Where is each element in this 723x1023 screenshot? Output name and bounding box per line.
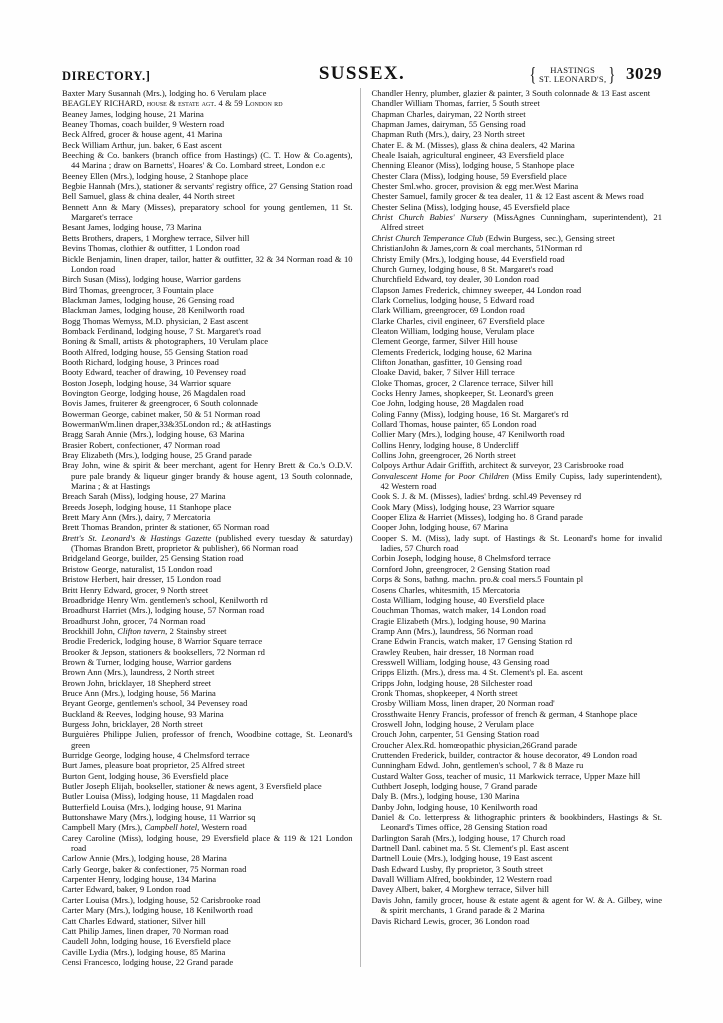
directory-entry: Cloke Thomas, grocer, 2 Clarence terrace, Silver hill xyxy=(371,377,554,388)
directory-entry xyxy=(62,98,353,108)
directory-entry: Burgess John, bricklayer, 28 North street xyxy=(62,718,203,729)
directory-entry: Dartnell Louie (Mrs.), lodging house, 19 East ascent xyxy=(371,853,553,864)
directory-entry: Catt Philip James, linen draper, 70 Norman road xyxy=(62,925,229,936)
columns-container xyxy=(62,88,662,967)
directory-entry: Coling Fanny (Miss), lodging house, 16 St. Margaret's rd xyxy=(371,408,569,419)
directory-entry: Brodie Frederick, lodging house, 8 Warrior Square terrace xyxy=(62,636,263,647)
directory-entry: Cragie Elizabeth (Mrs.), lodging house, 90 Marina xyxy=(371,615,546,626)
directory-entry: Cleaton William, lodging house, Verulam place xyxy=(371,325,535,336)
directory-entry: Christ Church Temperance Club (Edwin Burgess, sec.), Gensing street xyxy=(371,232,615,243)
directory-entry: Beck William Arthur, jun. baker, 6 East ascent xyxy=(62,139,222,150)
directory-entry: Butler Louisa (Miss), lodging house, 11 Magdalen road xyxy=(62,791,254,802)
directory-entry: Broadbridge Henry Wm. gentlemen's school, Kenilworth rd xyxy=(62,594,268,605)
entry-name-smallcaps: BEAGLEY RICHARD, house & estate agt. 4 & 59 London rd xyxy=(62,98,283,109)
directory-entry: Clark Cornelius, lodging house, 5 Edward road xyxy=(371,294,535,305)
directory-entry: Collins Henry, lodging house, 8 Undercliff xyxy=(371,439,519,450)
directory-entry: Betts Brothers, drapers, 1 Morghew terrace, Silver hill xyxy=(62,232,250,243)
directory-entry: Clark William, greengrocer, 69 London road xyxy=(371,305,525,316)
directory-entry: Bird Thomas, greengrocer, 3 Fountain place xyxy=(62,284,214,295)
directory-entry: Collier Mary (Mrs.), lodging house, 47 Kenilworth road xyxy=(371,429,565,440)
directory-entry: Brett Mary Ann (Mrs.), dairy, 7 Mercatoria xyxy=(62,512,211,523)
directory-entry: Brockhill John, Clifton tavern, 2 Stainsby street xyxy=(62,625,227,636)
directory-entry: Carter Louisa (Mrs.), lodging house, 52 Carisbrooke road xyxy=(62,894,261,905)
directory-entry: Bryant George, gentlemen's school, 34 Pevensey road xyxy=(62,698,248,709)
directory-entry: Carlow Annie (Mrs.), lodging house, 28 Marina xyxy=(62,853,227,864)
entry-title-italic: Brett's St. Leonard's & Hastings Gazette xyxy=(62,532,212,543)
directory-entry: Carter Edward, baker, 9 London road xyxy=(62,884,191,895)
directory-entry: Caudell John, lodging house, 16 Eversfield place xyxy=(62,936,231,947)
directory-entry: Carpenter Henry, lodging house, 134 Marina xyxy=(62,874,217,885)
directory-entry: Chester Selina (Miss), lodging house, 45 Eversfield place xyxy=(371,201,570,212)
page-number: 3029 xyxy=(626,64,662,83)
directory-entry: Cresswell William, lodging house, 43 Gensing road xyxy=(371,656,550,667)
directory-entry: Burguières Philippe Julien, professor of french, Woodbine cottage, St. Leonard's green xyxy=(62,729,353,750)
directory-entry: Chenning Eleanor (Miss), lodging house, 5 Stanhope place xyxy=(371,160,575,171)
directory-entry: Croswell John, lodging house, 2 Verulam place xyxy=(371,718,534,729)
directory-entry: Brasier Robert, confectioner, 47 Norman road xyxy=(62,439,221,450)
entry-title-italic: Christ Church Temperance Club xyxy=(371,232,484,243)
directory-entry: Chester Sml.who. grocer, provision & egg mer.West Marina xyxy=(371,181,579,192)
directory-entry: Brown Ann (Mrs.), laundress, 2 North street xyxy=(62,667,215,678)
directory-entry: Buckland & Reeves, lodging house, 93 Marina xyxy=(62,708,224,719)
directory-entry: Cocks Henry James, shopkeeper, St. Leonard's green xyxy=(371,387,554,398)
directory-entry: Crouch John, carpenter, 51 Gensing Station road xyxy=(371,729,539,740)
directory-entry: Birch Susan (Miss), lodging house, Warrior gardens xyxy=(62,274,241,285)
directory-entry: Butterfield Louisa (Mrs.), lodging house, 91 Marina xyxy=(62,801,242,812)
directory-entry: Clement George, farmer, Silver Hill house xyxy=(371,336,518,347)
directory-entry: Davis Richard Lewis, grocer, 36 London road xyxy=(371,915,530,926)
directory-entry: Bennett Ann & Mary (Misses), preparatory school for young gentlemen, 11 St. Margaret's terrace xyxy=(62,201,353,223)
directory-entry: Burridge George, lodging house, 4 Chelmsford terrace xyxy=(62,750,250,760)
directory-entry: Breeds Joseph, lodging house, 11 Stanhope place xyxy=(62,501,232,512)
directory-entry: Clarke Charles, civil engineer, 67 Eversfield place xyxy=(371,315,545,326)
directory-entry: Booty Edward, teacher of drawing, 10 Pevensey road xyxy=(62,367,246,378)
directory-entry: Britt Henry Edward, grocer, 9 North street xyxy=(62,584,209,595)
directory-entry: Bovington George, lodging house, 26 Magdalen road xyxy=(62,387,246,398)
directory-entry: Carter Mary (Mrs.), lodging house, 18 Kenilworth road xyxy=(62,905,253,916)
directory-entry: Chapman James, dairyman, 55 Gensing road xyxy=(371,119,526,130)
directory-entry: Cheale Isaiah, agricultural engineer, 43 Eversfield place xyxy=(371,150,565,161)
directory-entry: Bray Elizabeth (Mrs.), lodging house, 25 Grand parade xyxy=(62,450,252,461)
directory-entry: Bevins Thomas, clothier & outfitter, 1 London road xyxy=(62,243,240,254)
directory-entry: Convalescent Home for Poor Children (Miss Emily Cupiss, lady superintendent), 42 Western road xyxy=(371,470,662,492)
directory-entry: Blackman James, lodging house, 26 Gensing road xyxy=(62,294,235,305)
directory-entry: Booth Alfred, lodging house, 55 Gensing Station road xyxy=(62,346,248,357)
directory-entry: Collard Thomas, house painter, 65 London road xyxy=(371,419,537,429)
directory-entry: Couchman Thomas, watch maker, 14 London road xyxy=(371,605,546,616)
directory-entry: Clapson James Frederick, chimney sweeper, 44 London road xyxy=(371,284,582,295)
directory-entry: Burton Gent, lodging house, 36 Eversfield place xyxy=(62,770,229,781)
directory-entry: Croucher Alex.Rd. homœopathic physician,26Grand parade xyxy=(371,739,578,750)
directory-entry: Butler Joseph Elijah, bookseller, stationer & news agent, 3 Eversfield place xyxy=(62,781,322,792)
directory-entry: Clements Frederick, lodging house, 62 Marina xyxy=(371,346,532,357)
directory-entry: Cornford John, greengrocer, 2 Gensing Station road xyxy=(371,563,550,574)
directory-entry: Chester Clara (Miss), lodging house, 59 Eversfield place xyxy=(371,170,567,181)
entry-title-italic: Campbell hotel xyxy=(144,822,198,833)
directory-entry: Bogg Thomas Wemyss, M.D. physician, 2 East ascent xyxy=(62,315,249,326)
directory-entry: Church Gurney, lodging house, 8 St. Margaret's road xyxy=(371,263,554,274)
directory-entry: Churchfield Edward, toy dealer, 30 London road xyxy=(371,274,539,285)
directory-entry: Bomback Ferdinand, lodging house, 7 St. Margaret's road xyxy=(62,325,261,336)
directory-entry: Chandler Henry, plumber, glazier & painter, 3 South colonnade & 13 East ascent xyxy=(371,88,651,98)
directory-entry: Chandler William Thomas, farrier, 5 South street xyxy=(371,98,540,109)
directory-entry: Chater E. & M. (Misses), glass & china dealers, 42 Marina xyxy=(371,139,575,150)
directory-entry: Beck Alfred, grocer & house agent, 41 Marina xyxy=(62,129,223,140)
directory-entry: Davey Albert, baker, 4 Morghew terrace, Silver hill xyxy=(371,884,549,895)
directory-entry: Chester Samuel, family grocer & tea dealer, 11 & 12 East ascent & Mews road xyxy=(371,191,644,202)
left-column xyxy=(62,88,361,967)
directory-entry: Cooper Eliza & Harriet (Misses), lodging ho. 8 Grand parade xyxy=(371,512,583,523)
entry-title-italic: Convalescent Home for Poor Children xyxy=(371,470,509,481)
directory-entry: Cook S. J. & M. (Misses), ladies' brdng. schl.49 Pevensey rd xyxy=(371,491,582,502)
directory-entry: Broadhurst John, grocer, 74 Norman road xyxy=(62,615,206,626)
running-head-county: SUSSEX. xyxy=(318,63,406,84)
directory-entry: Davis John, family grocer, house & estate agent & agent for W. & A. Gilbey, wine & spirit merchants, 1 Grand parade & 2 Marina xyxy=(371,894,662,916)
directory-entry: Colpoys Arthur Adair Griffith, architect & surveyor, 23 Carisbrooke road xyxy=(371,460,624,471)
directory-entry: Corbin Joseph, lodging house, 8 Chelmsford terrace xyxy=(371,553,551,564)
directory-entry: Crane Edwin Francis, watch maker, 17 Gensing Station rd xyxy=(371,636,573,647)
brace-right-icon: } xyxy=(608,63,616,86)
directory-entry: Cruttenden Frederick, builder, contractor & house decorator, 49 London road xyxy=(371,750,638,760)
directory-entry: Blackman James, lodging house, 28 Kenilworth road xyxy=(62,305,245,316)
directory-entry: Boning & Small, artists & photographers, 10 Verulam place xyxy=(62,336,269,347)
directory-entry: Coe John, lodging house, 28 Magdalen road xyxy=(371,398,524,409)
directory-entry: Costa William, lodging house, 40 Eversfield place xyxy=(371,594,545,605)
directory-entry: Christy Emily (Mrs.), lodging house, 44 Eversfield road xyxy=(371,253,565,264)
directory-entry: Bell Samuel, glass & china dealer, 44 North street xyxy=(62,191,235,202)
directory-entry: Crosby William Moss, linen draper, 20 Norman road' xyxy=(371,698,555,709)
directory-entry: Bowerman George, cabinet maker, 50 & 51 Norman road xyxy=(62,408,261,419)
directory-entry: Cosens Charles, whitesmith, 15 Mercatoria xyxy=(371,584,520,595)
directory-entry: Beeching & Co. bankers (branch office from Hastings) (C. T. How & Co.agents), 44 Marina ; draw on Barnetts', Hoares' & Co. Lombard street, London e.c xyxy=(62,150,353,171)
directory-entry: Carey Caroline (Miss), lodging house, 29 Eversfield place & 119 & 121 London road xyxy=(62,832,353,854)
directory-entry: Caville Lydia (Mrs.), lodging house, 85 Marina xyxy=(62,946,226,957)
directory-entry: Chapman Ruth (Mrs.), dairy, 23 North street xyxy=(371,129,525,140)
directory-entry: Collins John, greengrocer, 26 North street xyxy=(371,450,516,461)
entry-title-italic: Clifton tavern xyxy=(117,625,166,636)
directory-entry: Campbell Mary (Mrs.), Campbell hotel, Western road xyxy=(62,822,247,833)
directory-entry: Cloake David, baker, 7 Silver Hill terrace xyxy=(371,367,515,378)
directory-entry: Bruce Ann (Mrs.), lodging house, 56 Marina xyxy=(62,687,216,698)
directory-entry: Cooper John, lodging house, 67 Marina xyxy=(371,522,509,533)
directory-entry: Carly George, baker & confectioner, 75 Norman road xyxy=(62,863,247,874)
directory-entry: Crawley Reuben, hair dresser, 18 Norman road xyxy=(371,646,534,657)
directory-entry: Booth Richard, lodging house, 3 Princes road xyxy=(62,356,219,367)
directory-entry: Baxter Mary Susannah (Mrs.), lodging ho. 6 Verulam place xyxy=(62,88,267,98)
directory-entry: Boston Joseph, lodging house, 34 Warrior square xyxy=(62,377,231,388)
directory-entry: ChristianJohn & James,corn & coal merchants, 51Norman rd xyxy=(371,243,583,254)
directory-entry: Brett Thomas Brandon, printer & stationer, 65 Norman road xyxy=(62,522,270,533)
directory-entry: Bridgeland George, builder, 25 Gensing Station road xyxy=(62,553,244,564)
directory-entry: Brown John, bricklayer, 18 Shepherd street xyxy=(62,677,212,688)
directory-entry: Darlington Sarah (Mrs.), lodging house, 17 Church road xyxy=(371,832,566,843)
directory-entry: Crossthwaite Henry Francis, professor of french & german, 4 Stanhope place xyxy=(371,708,638,719)
directory-entry: Beeney Ellen (Mrs.), lodging house, 2 Stanhope place xyxy=(62,170,249,181)
directory-entry: Burt James, pleasure boat proprietor, 25 Alfred street xyxy=(62,760,245,771)
directory-entry: Censi Francesco, lodging house, 22 Grand parade xyxy=(62,956,234,967)
directory-entry: Dartnell Danl. cabinet ma. 5 St. Clement's pl. East ascent xyxy=(371,843,569,854)
directory-entry: Dash Edward Lusby, fly proprietor, 3 South street xyxy=(371,863,544,874)
directory-entry: Chapman Charles, dairyman, 22 North street xyxy=(371,108,526,119)
directory-entry: Breach Sarah (Miss), lodging house, 27 Marina xyxy=(62,491,226,502)
directory-entry: Davall William Alfred, bookbinder, 12 Western road xyxy=(371,874,552,885)
directory-entry: Bickle Benjamin, linen draper, tailor, hatter & outfitter, 32 & 34 Norman road & 10 London road xyxy=(62,253,353,274)
directory-entry: Daniel & Co. letterpress & lithographic printers & bookbinders, Hastings & St. Leonard's Times office, 28 Gensing Station road xyxy=(371,812,662,833)
directory-entry: Custard Walter Goss, teacher of music, 11 Markwick terrace, Upper Maze hill xyxy=(371,770,641,781)
directory-entry: Catt Charles Edward, stationer, Silver hill xyxy=(62,915,206,926)
directory-entry: Brown & Turner, lodging house, Warrior gardens xyxy=(62,656,232,667)
running-head-left: DIRECTORY.] xyxy=(62,69,151,83)
right-column xyxy=(361,88,663,967)
place-name-hastings: HASTINGS xyxy=(550,64,596,75)
directory-entry: Cramp Ann (Mrs.), laundress, 56 Norman road xyxy=(371,625,533,636)
directory-entry: Christ Church Babies' Nursery (MissAgnes Cunningham, superintendent), 21 Alfred street xyxy=(371,212,662,233)
running-head xyxy=(62,58,662,84)
directory-entry: Cripps Elizth. (Mrs.), dress ma. 4 St. Clement's pl. Ea. ascent xyxy=(371,667,583,678)
directory-entry: Beaney James, lodging house, 21 Marina xyxy=(62,108,204,119)
directory-entry: Clifton Jonathan, gasfitter, 10 Gensing road xyxy=(371,356,522,367)
directory-entry: Bragg Sarah Annie (Mrs.), lodging house, 63 Marina xyxy=(62,429,245,440)
directory-entry: Brooker & Jepson, stationers & booksellers, 72 Norman rd xyxy=(62,646,265,657)
directory-entry: BowermanWm.linen draper,33&35London rd.; & atHastings xyxy=(62,419,272,429)
directory-entry: Cook Mary (Miss), lodging house, 23 Warrior square xyxy=(371,501,555,512)
directory-entry: Brett's St. Leonard's & Hastings Gazette (published every tuesday & saturday) (Thomas Brandon Brett, proprietor & publisher), 66 Norman road xyxy=(62,532,353,554)
directory-entry: Bray John, wine & spirit & beer merchant, agent for Henry Brett & Co.'s O.D.V. pure pale brandy & liqueur ginger brandy & house agent, 13 South colonnade, Marina ; & at Hastings xyxy=(62,460,353,492)
entry-title-italic: Christ Church Babies' Nursery xyxy=(371,212,488,223)
directory-entry: Begbie Hannah (Mrs.), stationer & servants' registry office, 27 Gensing Station road xyxy=(62,181,353,192)
directory-entry: Cunningham Edwd. John, gentlemen's school, 7 & 8 Maze ru xyxy=(371,760,584,771)
brace-left-icon: { xyxy=(529,63,537,86)
directory-entry: Cuthbert Joseph, lodging house, 7 Grand parade xyxy=(371,781,538,792)
directory-entry: Broadhurst Harriet (Mrs.), lodging house, 57 Norman road xyxy=(62,605,265,616)
directory-entry: Daly B. (Mrs.), lodging house, 130 Marina xyxy=(371,791,520,802)
place-name-st-leonards: ST. LEONARD'S, xyxy=(538,73,607,84)
directory-entry: Besant James, lodging house, 73 Marina xyxy=(62,222,202,233)
directory-entry: Cronk Thomas, shopkeeper, 4 North street xyxy=(371,687,518,698)
directory-entry: Buttonshawe Mary (Mrs.), lodging house, 11 Warrior sq xyxy=(62,812,256,823)
directory-entry: Bovis James, fruiterer & greengrocer, 6 South colonnade xyxy=(62,398,258,409)
directory-entry: Bristow George, naturalist, 15 London road xyxy=(62,563,213,574)
directory-entry: Beaney Thomas, coach builder, 9 Western road xyxy=(62,119,225,130)
directory-entry: Corps & Sons, bathng. machn. pro.& coal mers.5 Fountain pl xyxy=(371,574,584,585)
directory-entry: Danby John, lodging house, 10 Kenilworth road xyxy=(371,801,538,812)
directory-entry: Cooper S. M. (Miss), lady supt. of Hastings & St. Leonard's home for invalid ladies, 57 Church road xyxy=(371,532,662,554)
directory-entry: Cripps John, lodging house, 28 Silchester road xyxy=(371,677,533,688)
directory-entry: Bristow Herbert, hair dresser, 15 London road xyxy=(62,574,221,585)
